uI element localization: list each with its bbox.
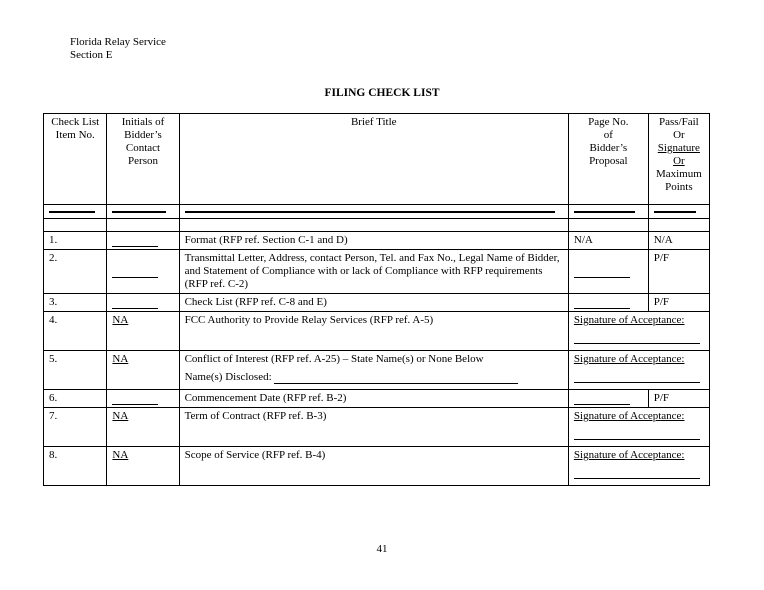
document-header xyxy=(70,36,166,62)
signature-line[interactable] xyxy=(574,370,700,383)
header-row xyxy=(44,114,710,205)
initials-cell xyxy=(107,250,179,294)
signature-line[interactable] xyxy=(574,427,700,440)
page-number-cell xyxy=(568,294,648,312)
item-number: 4. xyxy=(44,312,107,351)
brief-title: Format (RFP ref. Section C-1 and D) xyxy=(179,232,568,250)
pass-fail-cell: N/A xyxy=(648,232,709,250)
brief-title: Check List (RFP ref. C-8 and E) xyxy=(179,294,568,312)
separator-row xyxy=(44,205,710,219)
pass-fail-cell: P/F xyxy=(648,294,709,312)
initials-cell xyxy=(107,294,179,312)
signature-cell xyxy=(568,312,709,351)
initials-blank[interactable] xyxy=(112,267,158,278)
initials-cell: NA xyxy=(107,408,179,447)
page-number-blank[interactable] xyxy=(574,394,630,405)
col-header-item-no: Check List Item No. xyxy=(44,114,107,205)
brief-title: FCC Authority to Provide Relay Services (RFP ref. A-5) xyxy=(179,312,568,351)
initials-blank[interactable] xyxy=(112,298,158,309)
page-title: FILING CHECK LIST xyxy=(324,87,440,99)
brief-title: Scope of Service (RFP ref. B-4) xyxy=(179,447,568,486)
col-header-brief-title: Brief Title xyxy=(179,114,568,205)
brief-title: Conflict of Interest (RFP ref. A-25) – State Name(s) or None Below Name(s) Disclosed: xyxy=(179,351,568,390)
table-row xyxy=(44,232,710,250)
initials-blank[interactable] xyxy=(112,394,158,405)
item-number: 8. xyxy=(44,447,107,486)
col-header-page-no: Page No. of Bidder’s Proposal xyxy=(568,114,648,205)
signature-line[interactable] xyxy=(574,331,700,344)
page-number-cell: N/A xyxy=(568,232,648,250)
table-row xyxy=(44,312,710,351)
item-number: 7. xyxy=(44,408,107,447)
initials-blank[interactable] xyxy=(112,236,158,247)
signature-label: Signature of Acceptance: xyxy=(573,353,685,365)
filing-check-list-table xyxy=(43,113,710,486)
header-line-2: Section E xyxy=(70,49,113,61)
pass-fail-cell: P/F xyxy=(648,390,709,408)
initials-cell xyxy=(107,232,179,250)
table-row xyxy=(44,447,710,486)
signature-line[interactable] xyxy=(574,466,700,479)
table-row xyxy=(44,351,710,390)
col-header-initials: Initials of Bidder’s Contact Person xyxy=(107,114,179,205)
table-row xyxy=(44,250,710,294)
signature-label: Signature of Acceptance: xyxy=(573,410,685,422)
table-row xyxy=(44,294,710,312)
signature-cell xyxy=(568,447,709,486)
item-number: 3. xyxy=(44,294,107,312)
page-number: 41 xyxy=(376,543,388,555)
item-number: 5. xyxy=(44,351,107,390)
page-number-cell xyxy=(568,390,648,408)
signature-cell xyxy=(568,351,709,390)
header-line-1: Florida Relay Service xyxy=(70,36,166,48)
initials-cell: NA xyxy=(107,447,179,486)
names-disclosed-field[interactable] xyxy=(274,373,518,384)
brief-title: Transmittal Letter, Address, contact Person, Tel. and Fax No., Legal Name of Bidder, and Statement of Compliance with or lack of Compliance with RFP requirements (RFP ref. C-2) xyxy=(179,250,568,294)
table-row xyxy=(44,390,710,408)
brief-title: Commencement Date (RFP ref. B-2) xyxy=(179,390,568,408)
item-number: 6. xyxy=(44,390,107,408)
signature-label: Signature of Acceptance: xyxy=(573,314,685,326)
page-number-blank[interactable] xyxy=(574,298,630,309)
initials-cell: NA xyxy=(107,312,179,351)
names-disclosed-label: Name(s) Disclosed: xyxy=(184,371,272,383)
page-number-cell xyxy=(568,250,648,294)
col-header-pass-fail: Pass/Fail Or Signature Or Maximum Points xyxy=(648,114,709,205)
signature-cell xyxy=(568,408,709,447)
page-number-blank[interactable] xyxy=(574,267,630,278)
item-number: 1. xyxy=(44,232,107,250)
initials-cell xyxy=(107,390,179,408)
brief-title: Term of Contract (RFP ref. B-3) xyxy=(179,408,568,447)
item-number: 2. xyxy=(44,250,107,294)
initials-cell: NA xyxy=(107,351,179,390)
pass-fail-cell: P/F xyxy=(648,250,709,294)
table-row xyxy=(44,408,710,447)
signature-label: Signature of Acceptance: xyxy=(573,449,685,461)
